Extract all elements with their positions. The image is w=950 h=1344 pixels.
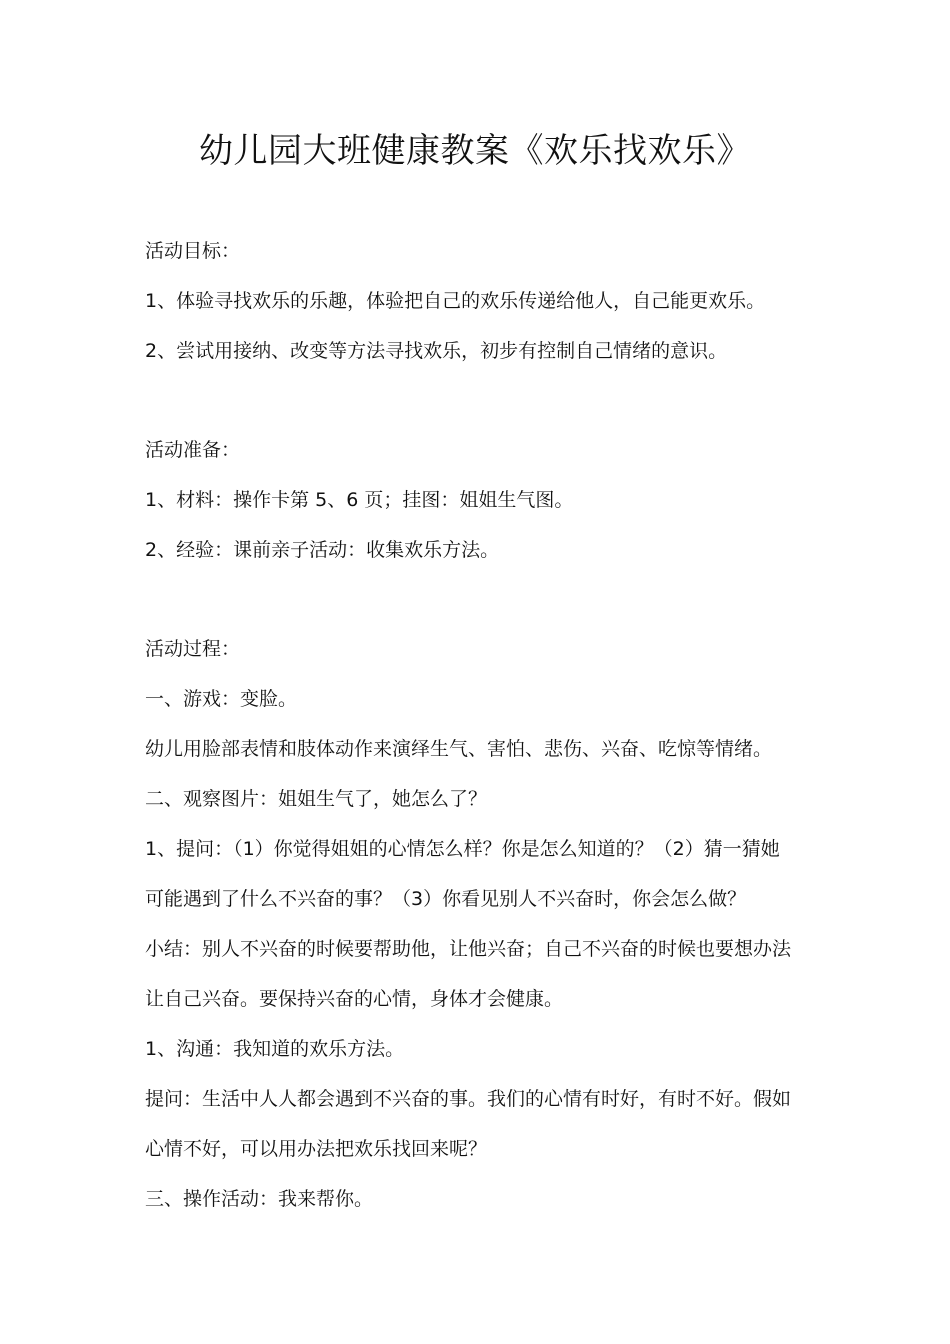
paragraph-line: 1、材料：操作卡第 5、6 页；挂图：姐姐生气图。 (145, 489, 574, 511)
paragraph-line: 2、经验：课前亲子活动：收集欢乐方法。 (145, 539, 500, 561)
paragraph-line: 提问：生活中人人都会遇到不兴奋的事。我们的心情有时好，有时不好。假如 (145, 1088, 792, 1110)
paragraph-line: 一、游戏：变脸。 (145, 688, 298, 710)
section-heading-goals: 活动目标： (145, 240, 241, 262)
document-title: 幼儿园大班健康教案《欢乐找欢乐》 (199, 131, 751, 171)
paragraph-line: 可能遇到了什么不兴奋的事？（3）你看见别人不兴奋时，你会怎么做？ (145, 888, 747, 910)
paragraph-line: 1、体验寻找欢乐的乐趣，体验把自己的欢乐传递给他人，自己能更欢乐。 (145, 290, 766, 312)
section-heading-preparation: 活动准备： (145, 439, 241, 461)
paragraph-line: 心情不好，可以用办法把欢乐找回来呢？ (145, 1138, 488, 1160)
paragraph-line: 2、尝试用接纳、改变等方法寻找欢乐，初步有控制自己情绪的意识。 (145, 340, 728, 362)
paragraph-line: 让自己兴奋。要保持兴奋的心情，身体才会健康。 (145, 988, 564, 1010)
section-heading-process: 活动过程： (145, 638, 241, 660)
paragraph-line: 幼儿用脸部表情和肢体动作来演绎生气、害怕、悲伤、兴奋、吃惊等情绪。 (145, 738, 773, 760)
paragraph-line: 1、沟通：我知道的欢乐方法。 (145, 1038, 405, 1060)
paragraph-line: 1、提问：（1）你觉得姐姐的心情怎么样？你是怎么知道的？（2）猜一猜她 (145, 838, 780, 860)
paragraph-line: 二、观察图片：姐姐生气了，她怎么了？ (145, 788, 488, 810)
paragraph-line: 小结：别人不兴奋的时候要帮助他，让他兴奋；自己不兴奋的时候也要想办法 (145, 938, 792, 960)
paragraph-line: 三、操作活动：我来帮你。 (145, 1188, 374, 1210)
